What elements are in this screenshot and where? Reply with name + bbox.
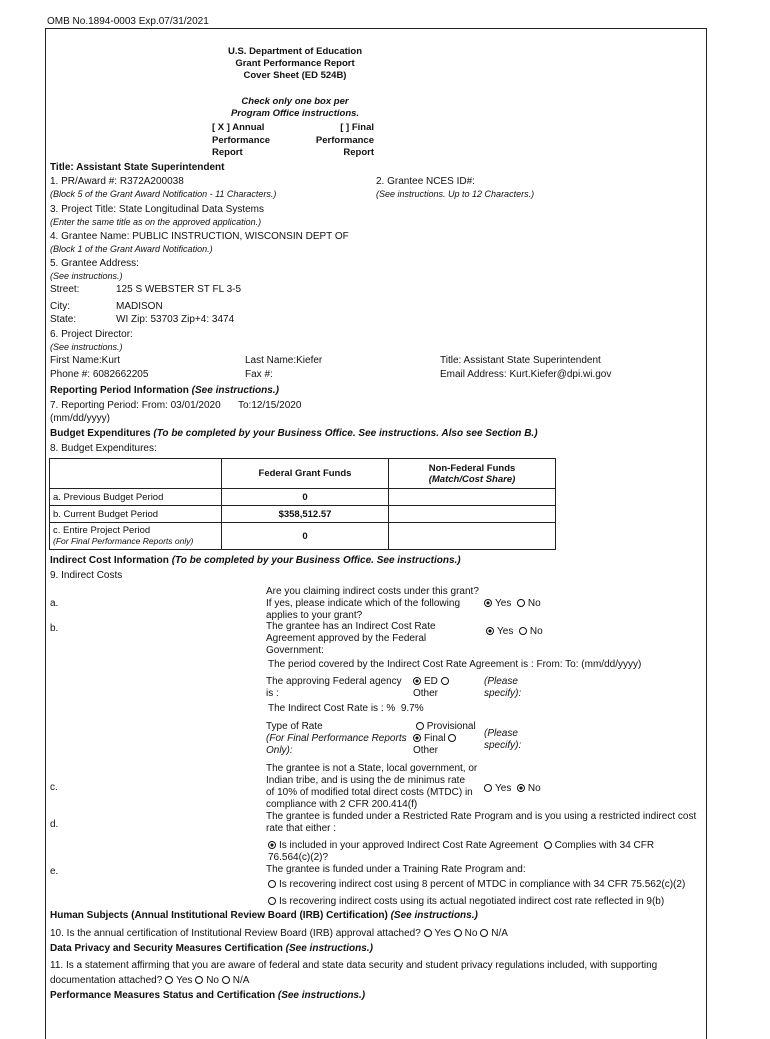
yes-label: Yes xyxy=(434,928,451,939)
item-b-line3: Government: xyxy=(266,645,324,656)
budget-title xyxy=(50,428,538,439)
irb-question xyxy=(50,928,508,939)
annual-line2: Performance xyxy=(212,134,271,146)
row-label-text: c. Entire Project Period xyxy=(53,525,151,536)
grantee-name: 4. Grantee Name: PUBLIC INSTRUCTION, WISCONSIN DEPT OF xyxy=(50,231,349,242)
approving-agency xyxy=(266,676,402,700)
first-name: First Name:Kurt xyxy=(50,355,121,366)
provisional-radio[interactable] xyxy=(416,722,424,730)
agency-options xyxy=(413,676,452,700)
state-label: State: xyxy=(50,314,77,325)
budget-label: 8. Budget Expenditures: xyxy=(50,443,157,454)
privacy-title-text: Data Privacy and Security Measures Certification xyxy=(50,943,283,954)
no-label: No xyxy=(527,598,541,609)
item-c-options xyxy=(484,783,541,794)
e-option2-label: Is recovering indirect costs using its actual negotiated indirect cost rate reflected in 9(b) xyxy=(279,896,665,907)
item-d-line2: rate that either : xyxy=(266,823,337,834)
table-header-row xyxy=(50,459,556,489)
yes-label: Yes xyxy=(495,598,512,609)
item-c-line4: compliance with 2 CFR 200.414(f) xyxy=(266,799,418,810)
irb-na-radio[interactable] xyxy=(480,929,488,937)
reporting-title-note: (See instructions.) xyxy=(191,385,279,396)
e-option2-radio[interactable] xyxy=(268,897,276,905)
item-a-line3: applies to your grant? xyxy=(266,610,363,621)
item-b-line2: Agreement approved by the Federal xyxy=(266,633,427,644)
indirect-label: 9. Indirect Costs xyxy=(50,570,123,581)
final-line1: [ ] Final xyxy=(340,122,374,133)
yes-label: Yes xyxy=(176,975,193,986)
privacy-question-line1: 11. Is a statement affirming that you are aware of federal and state data security and student privacy regulations included, with supporting xyxy=(50,960,658,971)
item-a-options xyxy=(484,598,541,609)
privacy-question-text: documentation attached? xyxy=(50,975,163,986)
agreement-period: The period covered by the Indirect Cost Rate Agreement is : From: To: (mm/dd/yyyy) xyxy=(268,659,642,670)
agency-please-specify xyxy=(484,676,521,700)
row-label-note: (For Final Performance Reports only) xyxy=(53,536,194,546)
performance-title-note: (See instructions.) xyxy=(277,990,366,1001)
header-line2: Grant Performance Report xyxy=(235,58,355,69)
project-title-note: (Enter the same title as on the approved application.) xyxy=(50,217,262,227)
blank-header-cell xyxy=(50,459,222,489)
type-line2: (For Final Performance Reports xyxy=(266,733,407,744)
please-line2: specify): xyxy=(484,688,522,699)
item-b-yes-radio[interactable] xyxy=(486,627,494,635)
final-line2: Performance xyxy=(315,134,374,146)
federal-value: 0 xyxy=(222,523,389,550)
nonfed-value xyxy=(389,506,556,523)
indirect-title-text: Indirect Cost Information xyxy=(50,555,169,566)
reporting-period-to: To:12/15/2020 xyxy=(238,400,302,411)
performance-title-text: Performance Measures Status and Certification xyxy=(50,990,276,1001)
complies-cfr-label: 76.564(c)(2)? xyxy=(268,852,329,863)
table-row xyxy=(50,489,556,506)
indirect-title xyxy=(50,555,461,566)
federal-header: Federal Grant Funds xyxy=(222,459,389,489)
irb-yes-radio[interactable] xyxy=(424,929,432,937)
director-note: (See instructions.) xyxy=(50,342,123,352)
item-a-question xyxy=(266,586,479,622)
final-radio[interactable] xyxy=(413,734,421,742)
check-line1: Check only one box per xyxy=(241,96,349,107)
rate-label: The Indirect Cost Rate is : % xyxy=(268,703,396,714)
grantee-address-label: 5. Grantee Address: xyxy=(50,258,139,269)
ed-radio[interactable] xyxy=(413,677,421,685)
item-d-line1: The grantee is funded under a Restricted Rate Program and is you using a restricted indirect cost xyxy=(266,811,697,822)
e-option1-label: Is recovering indirect cost using 8 percent of MTDC in compliance with 34 CFR 75.562(c)(2) xyxy=(279,879,686,890)
privacy-title-note: (See instructions.) xyxy=(285,943,373,954)
nonfed-value xyxy=(389,523,556,550)
director-title: Title: Assistant State Superintendent xyxy=(440,355,601,366)
date-format: (mm/dd/yyyy) xyxy=(50,413,110,424)
table-row xyxy=(50,523,556,550)
omb-number: OMB No.1894-0003 Exp.07/31/2021 xyxy=(47,16,209,27)
privacy-question-line2 xyxy=(50,975,249,986)
item-b-options xyxy=(486,626,543,637)
privacy-na-radio[interactable] xyxy=(222,976,230,984)
other-rate-label: Other xyxy=(413,745,439,756)
e-option1-radio[interactable] xyxy=(268,880,276,888)
complies-radio[interactable] xyxy=(544,841,552,849)
item-e-option2 xyxy=(268,896,664,907)
complies-label: Complies with 34 CFR xyxy=(554,840,655,851)
item-a-line2: If yes, please indicate which of the following xyxy=(266,598,460,609)
item-c-line1: The grantee is not a State, local government, or xyxy=(266,763,478,774)
budget-title-text: Budget Expenditures xyxy=(50,428,151,439)
other-radio[interactable] xyxy=(441,677,449,685)
type-line3: Only): xyxy=(266,745,293,756)
reporting-period-from: 7. Reporting Period: From: 03/01/2020 xyxy=(50,400,221,411)
last-name: Last Name:Kiefer xyxy=(245,355,323,366)
indirect-title-note: (To be completed by your Business Office. See instructions.) xyxy=(171,555,461,566)
agency-line1: The approving Federal agency xyxy=(266,676,402,687)
irb-question-text: 10. Is the annual certification of Institutional Review Board (IRB) approval attached? xyxy=(50,928,421,939)
item-d-label: d. xyxy=(50,819,59,830)
item-a-yes-radio[interactable] xyxy=(484,599,492,607)
no-label: No xyxy=(206,975,219,986)
pr-award: 1. PR/Award #: R372A200038 xyxy=(50,176,184,187)
item-c-line3: of 10% of modified total direct costs (MTDC) in xyxy=(266,787,473,798)
address-note: (See instructions.) xyxy=(50,271,123,281)
final-line3: Report xyxy=(343,147,374,158)
header-line1: U.S. Department of Education xyxy=(227,46,363,57)
check-line2: Program Office instructions. xyxy=(230,108,360,119)
na-label: N/A xyxy=(232,975,250,986)
type-line1: Type of Rate xyxy=(266,721,323,732)
included-label: Is included in your approved Indirect Cost Rate Agreement xyxy=(279,840,539,851)
fax: Fax #: xyxy=(245,369,273,380)
federal-value: $358,512.57 xyxy=(222,506,389,523)
please-line2: specify): xyxy=(484,740,522,751)
ed-label: ED xyxy=(424,676,438,687)
annual-line3: Report xyxy=(212,147,243,158)
reporting-period-title xyxy=(50,385,279,396)
nonfed-header-line1: Non-Federal Funds xyxy=(428,462,516,474)
rate-value: 9.7% xyxy=(400,703,424,714)
irb-no-radio[interactable] xyxy=(454,929,462,937)
grantee-name-note: (Block 1 of the Grant Award Notification.) xyxy=(50,244,213,254)
yes-label: Yes xyxy=(495,783,512,794)
budget-title-note: (To be completed by your Business Office. See instructions. Also see Section B.) xyxy=(153,428,538,439)
item-b-line1: The grantee has an Indirect Cost Rate xyxy=(266,621,436,632)
header-line3: Cover Sheet (ED 524B) xyxy=(243,70,347,81)
included-radio[interactable] xyxy=(268,841,276,849)
item-c-question xyxy=(266,763,477,811)
agency-line2: is : xyxy=(266,688,279,699)
pr-award-note: (Block 5 of the Grant Award Notification - 11 Characters.) xyxy=(50,189,277,199)
phone: Phone #: 6082662205 xyxy=(50,369,149,380)
row-label: a. Previous Budget Period xyxy=(50,489,222,506)
please-line1: (Please xyxy=(484,676,518,687)
item-c-label: c. xyxy=(50,782,58,793)
item-c-line2: Indian tribe, and is using the de minimus rate xyxy=(266,775,465,786)
item-a-no-radio[interactable] xyxy=(517,599,525,607)
row-label: b. Current Budget Period xyxy=(50,506,222,523)
state-zip-value: WI Zip: 53703 Zip+4: 3474 xyxy=(116,314,235,325)
human-subjects-title xyxy=(50,910,478,921)
item-c-no-radio[interactable] xyxy=(517,784,525,792)
human-title-note: (See instructions.) xyxy=(390,910,478,921)
city-label: City: xyxy=(50,301,70,312)
privacy-title xyxy=(50,943,373,954)
item-e-option1 xyxy=(268,879,685,890)
indirect-rate xyxy=(268,703,424,714)
general-info-title: Title: Assistant State Superintendent xyxy=(50,162,225,173)
project-director-label: 6. Project Director: xyxy=(50,329,133,340)
no-label: No xyxy=(529,626,543,637)
row-label xyxy=(50,523,222,550)
item-b-no-radio[interactable] xyxy=(519,627,527,635)
item-d-options xyxy=(268,840,654,864)
item-b-label: b. xyxy=(50,623,59,634)
rate-please-specify xyxy=(484,728,521,752)
yes-label: Yes xyxy=(497,626,514,637)
federal-value: 0 xyxy=(222,489,389,506)
table-row xyxy=(50,506,556,523)
nonfederal-header xyxy=(389,459,556,489)
project-title: 3. Project Title: State Longitudinal Data Systems xyxy=(50,204,264,215)
final-label: Final xyxy=(424,733,446,744)
annual-report-checkbox[interactable] xyxy=(212,122,270,160)
form-header xyxy=(200,46,390,82)
type-of-rate xyxy=(266,721,407,757)
reporting-title-text: Reporting Period Information xyxy=(50,385,189,396)
human-title-text: Human Subjects (Annual Institutional Review Board (IRB) Certification) xyxy=(50,910,388,921)
email: Email Address: Kurt.Kiefer@dpi.wi.gov xyxy=(440,369,612,380)
street-value: 125 S WEBSTER ST FL 3-5 xyxy=(116,284,242,295)
nces-id: 2. Grantee NCES ID#: xyxy=(376,176,475,187)
privacy-no-radio[interactable] xyxy=(195,976,203,984)
item-a-label: a. xyxy=(50,598,59,609)
nces-note: (See instructions. Up to 12 Characters.) xyxy=(376,189,535,199)
provisional-label: Provisional xyxy=(426,721,476,732)
item-b-question xyxy=(266,621,436,657)
other-label: Other xyxy=(413,688,439,699)
budget-table xyxy=(49,458,556,550)
item-e-question: The grantee is funded under a Training Rate Program and: xyxy=(266,864,526,875)
check-instructions xyxy=(200,96,390,120)
item-e-label: e. xyxy=(50,866,59,877)
rate-type-options xyxy=(413,721,476,757)
performance-title xyxy=(50,990,365,1001)
na-label: N/A xyxy=(491,928,508,939)
please-line1: (Please xyxy=(484,728,518,739)
no-label: No xyxy=(527,783,541,794)
nonfed-value xyxy=(389,489,556,506)
nonfed-header-line2: (Match/Cost Share) xyxy=(428,473,516,485)
final-report-checkbox[interactable] xyxy=(312,122,374,160)
item-a-line1: Are you claiming indirect costs under this grant? xyxy=(266,586,479,597)
annual-line1: [ X ] Annual xyxy=(212,122,265,133)
city-value: MADISON xyxy=(116,301,163,312)
privacy-yes-radio[interactable] xyxy=(165,976,173,984)
other-rate-radio[interactable] xyxy=(448,734,456,742)
item-c-yes-radio[interactable] xyxy=(484,784,492,792)
no-label: No xyxy=(464,928,478,939)
street-label: Street: xyxy=(50,284,80,295)
item-d-question xyxy=(266,811,696,835)
